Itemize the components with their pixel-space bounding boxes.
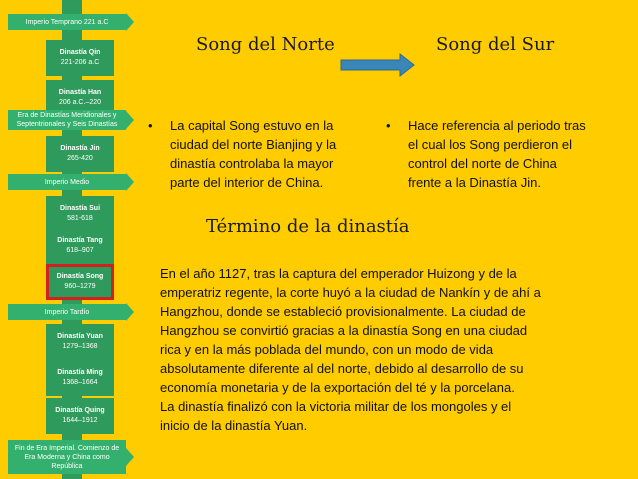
bullet-dot-icon: • xyxy=(386,118,391,133)
dynasty-years: 960–1279 xyxy=(64,283,96,290)
heading-termino-dinastia: Término de la dinastía xyxy=(206,216,410,237)
dynasty-years: 221-206 a.C xyxy=(60,59,100,66)
bullet-line: parte del interior de China. xyxy=(170,175,324,190)
dynasty-years: 1368–1664 xyxy=(62,379,98,386)
bullet-text xyxy=(170,116,336,192)
dynasty-jin[interactable] xyxy=(46,136,114,172)
bullet-line: el cual los Song perdieron el xyxy=(408,137,573,152)
dynasty-name: Dinastía Sui xyxy=(59,205,101,212)
paragraph-line: absolutamente diferente al del norte, debido al desarrollo de su xyxy=(160,361,524,376)
dynasty-years: 206 a.C.–220 xyxy=(58,99,102,106)
bullet-line: dinastía controlaba la mayor xyxy=(170,156,334,171)
paragraph-line: Hangzhou, donde se estableció provisionalmente. La ciudad de xyxy=(160,304,526,319)
right-arrow-icon xyxy=(340,52,416,78)
paragraph-termino xyxy=(160,264,600,435)
bullet-song-sur xyxy=(386,116,626,192)
paragraph-line: economía monetaria y de la exportación del té y la porcelana. xyxy=(160,380,515,395)
bullet-line: ciudad del norte Bianjing y la xyxy=(170,137,337,152)
heading-song-sur: Song del Sur xyxy=(436,34,555,55)
era-arrow-icon xyxy=(126,303,134,321)
dynasty-years: 581-618 xyxy=(67,215,93,222)
dynasty-qin[interactable] xyxy=(46,40,114,76)
dynasty-name: Dinastía Song xyxy=(56,273,104,280)
dynasty-years: 618–907 xyxy=(66,247,94,254)
era-dinastias-meridionales xyxy=(8,110,126,130)
dynasty-ming[interactable] xyxy=(46,360,114,396)
dynasty-tang[interactable] xyxy=(46,228,114,264)
paragraph-line: En el año 1127, tras la captura del emperador Huizong y de la xyxy=(160,266,517,281)
era-label: Imperio Tardío xyxy=(44,308,90,316)
paragraph-line: Hangzhou se convirtió gracias a la dinastía Song en una ciudad xyxy=(160,323,528,338)
era-label: Imperio Medio xyxy=(44,178,90,186)
bullet-line: Hace referencia al periodo tras xyxy=(408,118,586,133)
dynasty-name: Dinastía Jin xyxy=(60,145,100,152)
era-imperio-medio xyxy=(8,174,126,190)
dynasty-quing[interactable] xyxy=(46,398,114,434)
paragraph-line: inicio de la dinastía Yuan. xyxy=(160,418,308,433)
paragraph-line: La dinastía finalizó con la victoria militar de los mongoles y el xyxy=(160,399,512,414)
era-imperio-temprano xyxy=(8,14,126,30)
dynasty-song[interactable] xyxy=(46,264,114,300)
paragraph-line: emperatriz regente, la corte huyó a la ciudad de Nankín y de ahí a xyxy=(160,285,541,300)
paragraph-line: rica y en la más poblada del mundo, con un modo de vida xyxy=(160,342,494,357)
era-label: Imperio Temprano 221 a.C xyxy=(25,18,109,26)
era-imperio-tardio xyxy=(8,304,126,320)
era-label: Fin de Era Imperial. Comienzo de Era Moderna y China como República xyxy=(14,444,120,470)
bullet-line: control del norte de China xyxy=(408,156,557,171)
dynasty-years: 1279–1368 xyxy=(62,343,98,350)
era-arrow-icon xyxy=(126,448,134,466)
dynasty-years: 1644–1912 xyxy=(62,417,98,424)
era-arrow-icon xyxy=(126,13,134,31)
era-label: Era de Dinastías Meridionales y Septentrionales y Seis Dinastías xyxy=(16,112,118,128)
dynasty-name: Dinastía Han xyxy=(58,89,102,96)
dynasty-years: 265-420 xyxy=(67,155,93,162)
dynasty-name: Dinastía Quing xyxy=(55,407,105,414)
bullet-line: frente a la Dinastía Jin. xyxy=(408,175,541,190)
bullet-song-norte xyxy=(148,116,378,192)
era-arrow-icon xyxy=(126,111,134,129)
dynasty-yuan[interactable] xyxy=(46,324,114,360)
heading-song-norte: Song del Norte xyxy=(196,34,335,55)
dynasty-name: Dinastía Yuan xyxy=(57,333,103,340)
dynasty-name: Dinastía Qin xyxy=(59,49,101,56)
dynasty-name: Dinastía Tang xyxy=(57,237,103,244)
bullet-text xyxy=(408,116,586,192)
dynasty-sui[interactable] xyxy=(46,196,114,232)
dynasty-name: Dinastía Ming xyxy=(57,369,103,376)
bullet-line: La capital Song estuvo en la xyxy=(170,118,334,133)
era-arrow-icon xyxy=(126,173,134,191)
era-fin-imperial xyxy=(8,440,126,474)
bullet-dot-icon: • xyxy=(148,118,153,133)
